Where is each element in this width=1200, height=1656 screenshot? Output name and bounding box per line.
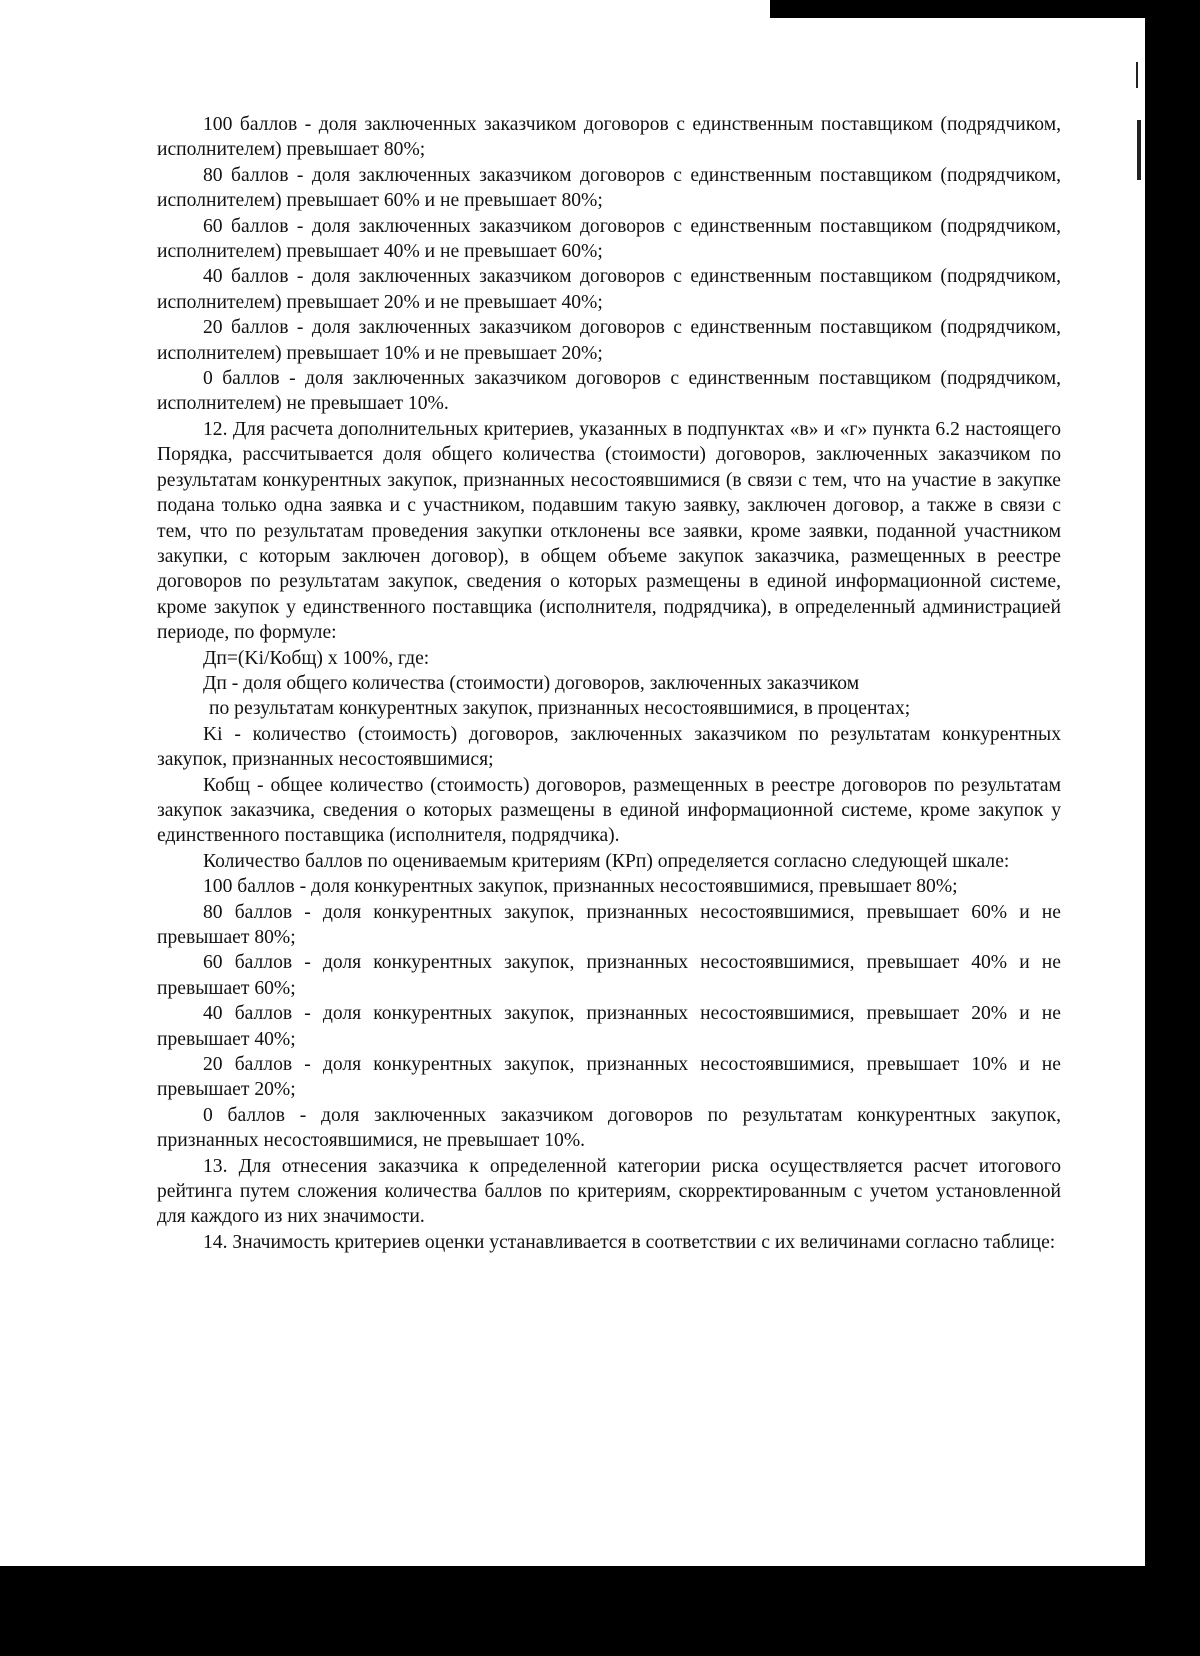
paragraph: 40 баллов - доля заключенных заказчиком договоров с единственным поставщиком (подрядчиком, исполнителем) превышает 20% и не превышает 40%; [157,266,1061,313]
paragraph: 80 баллов - доля заключенных заказчиком договоров с единственным поставщиком (подрядчиком, исполнителем) превышает 60% и не превышает 80%; [157,164,1061,212]
formula-definition: Ki - количество (стоимость) договоров, заключенных заказчиком по результатам конкурентных закупок, признанных несостоявшимися; [157,723,1061,771]
formula-definition: Кобщ - общее количество (стоимость) договоров, размещенных в реестре договоров по результатам закупок заказчика, сведения о которых размещены в единой информационной системе, кроме закупок у единственного поставщика (исполнителя, подрядчика). [157,774,1061,847]
paragraph: 0 баллов - доля заключенных заказчиком договоров по результатам конкурентных закупок, признанных несостоявшимися, не превышает 10%. [157,1104,1061,1152]
paragraph: 100 баллов - доля конкурентных закупок, признанных несостоявшимися, превышает 80%; [203,876,958,898]
paragraph-section-14: 14. Значимость критериев оценки устанавливается в соответствии с их величинами согласно таблице: [203,1231,1056,1253]
paragraph: 80 баллов - доля конкурентных закупок, признанных несостоявшимися, превышает 60% и не превышает 80%; [157,901,1061,948]
scan-bottom-border [0,1566,1200,1656]
paragraph: 20 баллов - доля конкурентных закупок, признанных несостоявшимися, превышает 10% и не превышает 20%; [157,1054,1061,1101]
paragraph: 0 баллов - доля заключенных заказчиком договоров с единственным поставщиком (подрядчиком, исполнителем) не превышает 10%. [157,368,1061,415]
scan-speck [1137,120,1141,180]
paragraph-section-13: 13. Для отнесения заказчика к определенной категории риска осуществляется расчет итогового рейтинга путем сложения количества баллов по критериям, скорректированным с учетом установленной для каждого из них значимости. [157,1155,1061,1228]
formula-definition: Дп - доля общего количества (стоимости) договоров, заключенных заказчиком [203,672,860,694]
paragraph-section-12: 12. Для расчета дополнительных критериев, указанных в подпунктах «в» и «г» пункта 6.2 настоящего Порядка, рассчитывается доля общего количества (стоимости) договоров, заключенных заказчиком по результатам конкурентных закупок, признанных несостоявшимися (в связи с тем, что на участие в закупке подана только одна заявка и с участником, подавшим такую заявку, заключен договор, а также в связи с тем, что по результатам проведения закупки отклонены все заявки, кроме заявки, поданной участником закупки, с которым заключен договор), в общем объеме закупок заказчика, размещенных в реестре договоров по результатам закупок, сведения о которых размещены в единой информационной системе, кроме закупок у единственного поставщика (исполнителя, подрядчика), в определенный администрацией периоде, по формуле: [157,418,1061,644]
paragraph: Количество баллов по оцениваемым критериям (КРп) определяется согласно следующей шкале: [203,850,1010,872]
paragraph: 40 баллов - доля конкурентных закупок, признанных несостоявшимися, превышает 20% и не превышает 40%; [157,1003,1061,1050]
paragraph: 60 баллов - доля заключенных заказчиком договоров с единственным поставщиком (подрядчиком, исполнителем) превышает 40% и не превышает 60%; [157,215,1061,263]
formula: Дп=(Ki/Кобщ) x 100%, где: [203,647,430,669]
paragraph: 60 баллов - доля конкурентных закупок, признанных несостоявшимися, превышает 40% и не превышает 60%; [157,952,1061,999]
paragraph: 20 баллов - доля заключенных заказчиком договоров с единственным поставщиком (подрядчиком, исполнителем) превышает 10% и не превышает 20%; [157,317,1061,364]
formula-definition-cont: по результатам конкурентных закупок, признанных несостоявшимися, в процентах; [209,698,911,720]
scan-top-border [770,0,1200,18]
scan-right-border [1145,0,1200,1656]
document-body [157,112,1061,1255]
paragraph: 100 баллов - доля заключенных заказчиком договоров с единственным поставщиком (подрядчиком, исполнителем) превышает 80%; [157,114,1061,161]
scan-speck [1136,62,1138,88]
